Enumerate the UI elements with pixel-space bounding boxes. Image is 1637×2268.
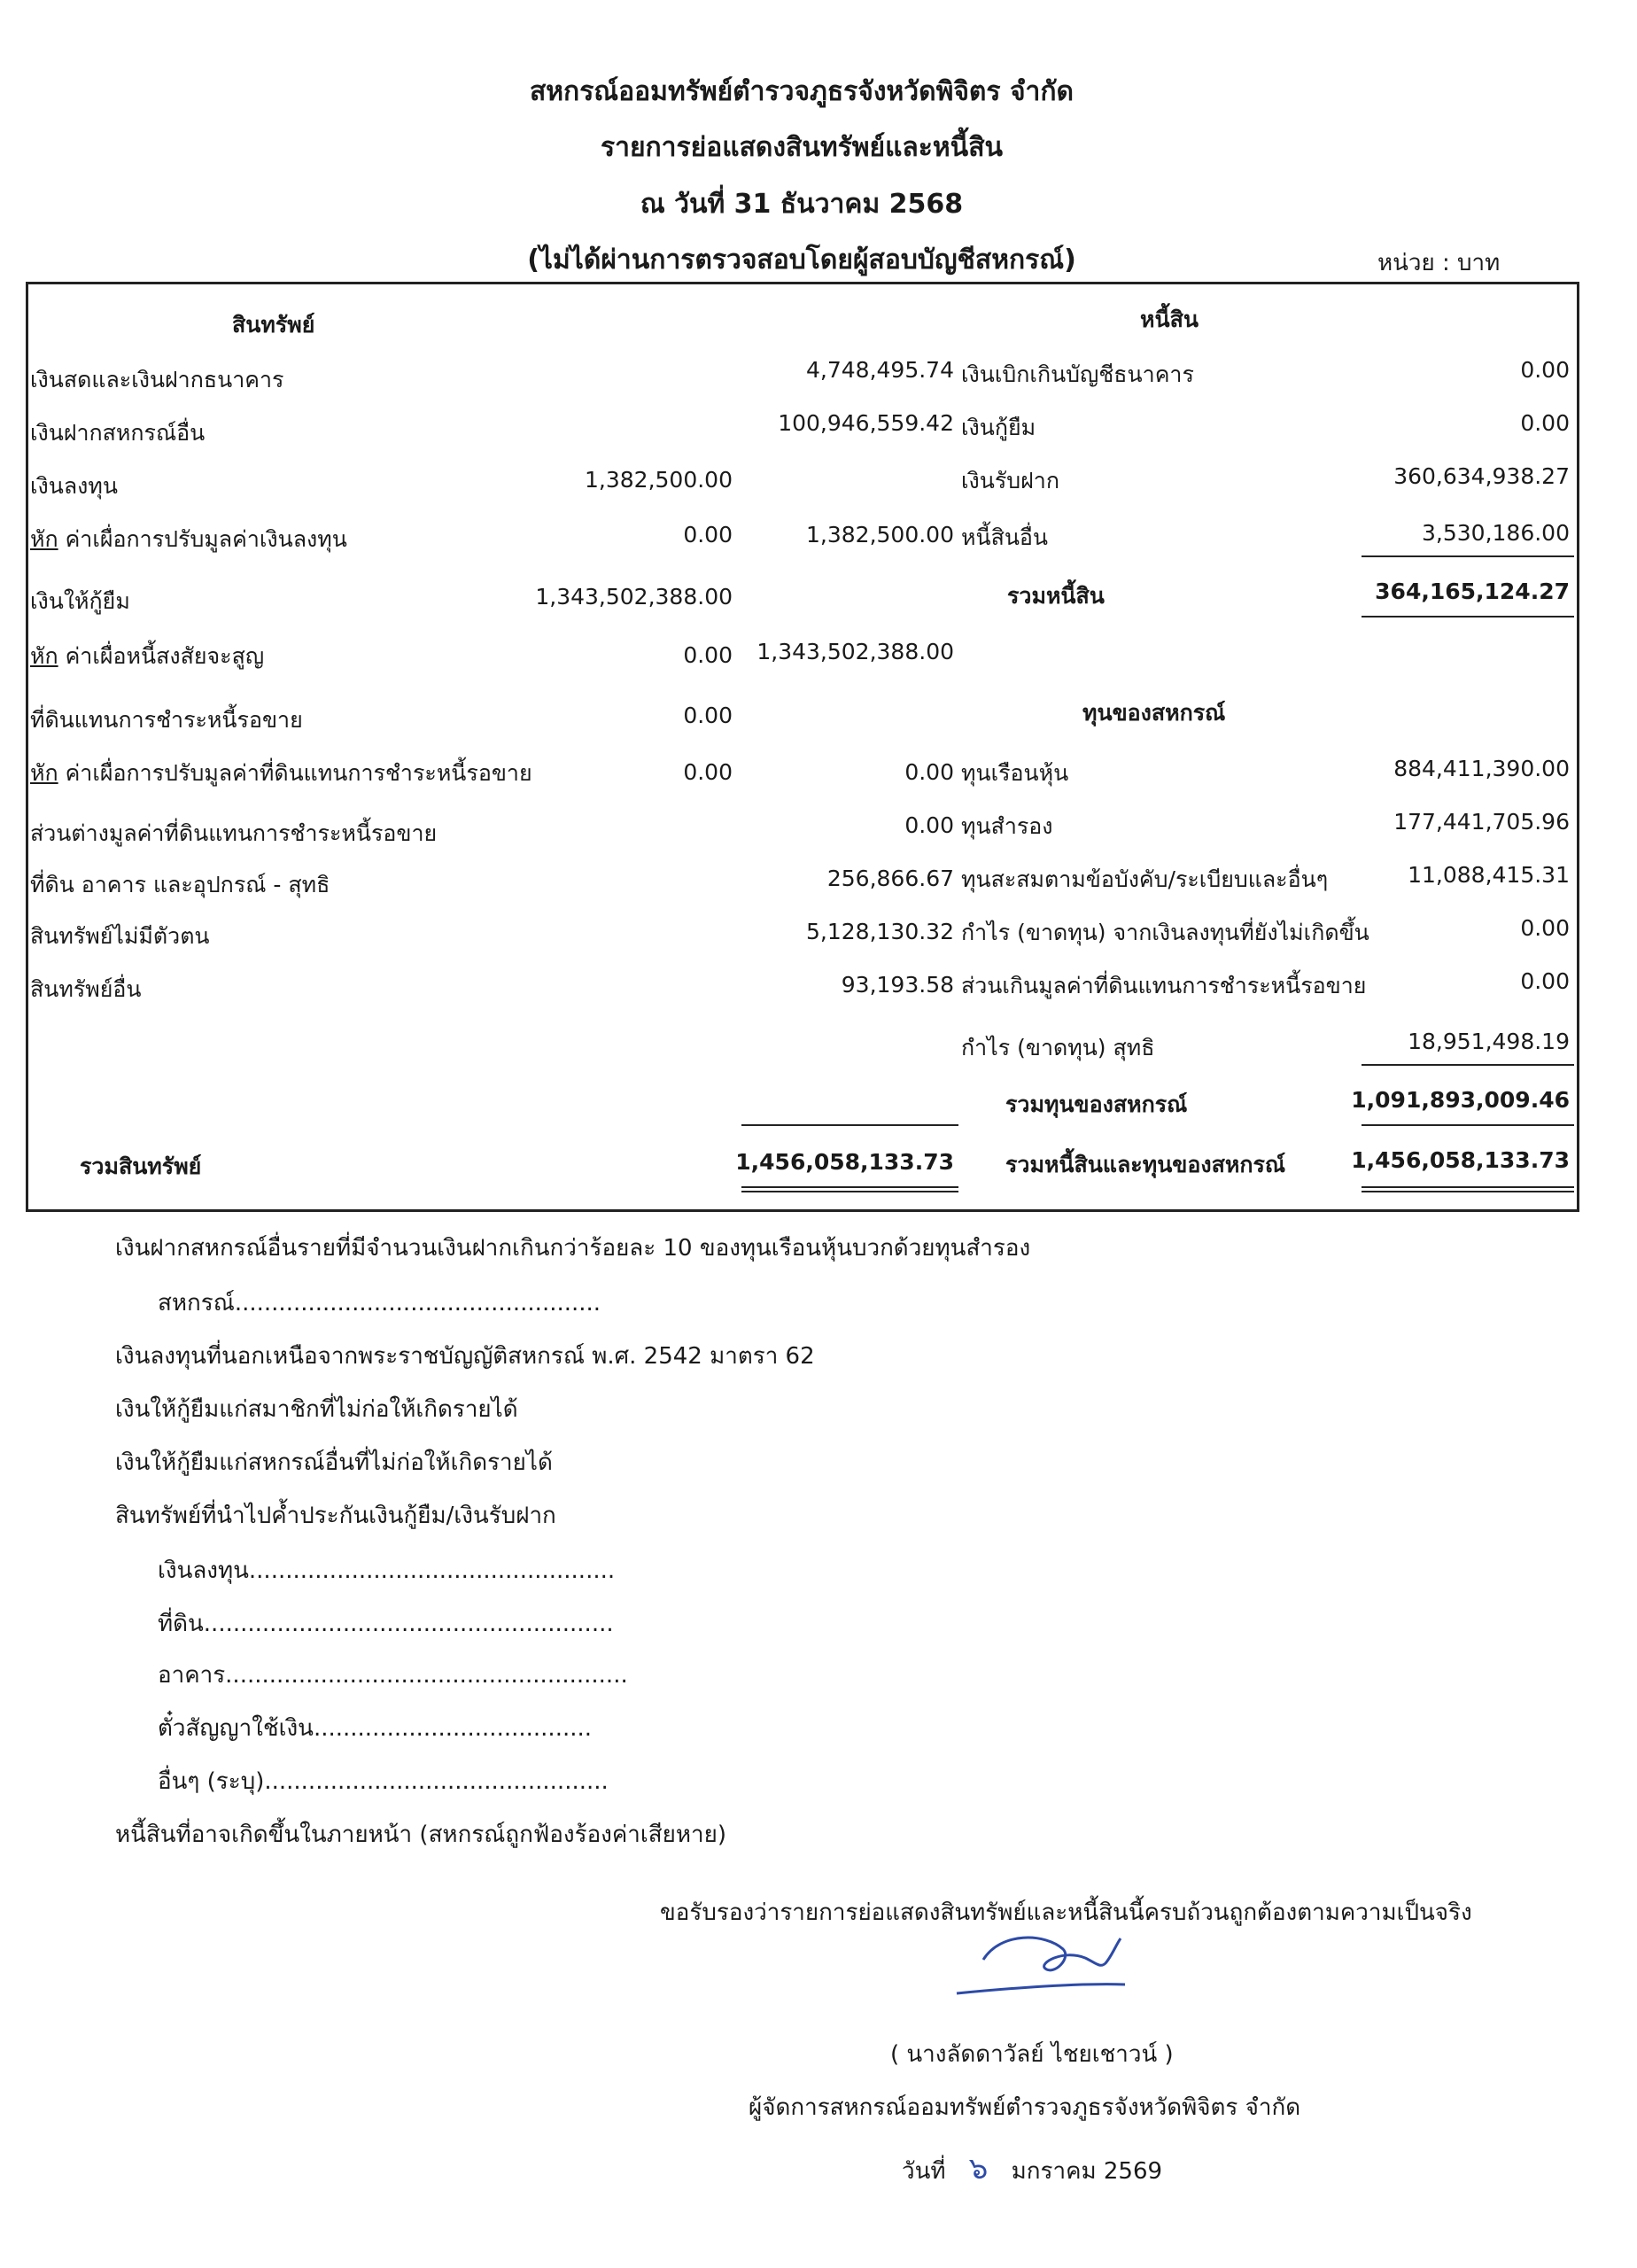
- less-prefix: หัก: [30, 643, 58, 669]
- total-rule: [1362, 555, 1574, 557]
- liability-label: หนี้สินอื่น: [961, 524, 1049, 550]
- liability-amount: 0.00: [1520, 357, 1570, 383]
- less-prefix: หัก: [30, 760, 58, 786]
- note-line: หนี้สินที่อาจเกิดขึ้นในภายหน้า (สหกรณ์ถูกฟ้องร้องค่าเสียหาย): [115, 1821, 726, 1848]
- asset-total: 0.00: [904, 812, 954, 838]
- total-rule: [1362, 1124, 1574, 1126]
- asset-label: เงินสดและเงินฝากธนาคาร: [30, 367, 284, 392]
- asset-total: 5,128,130.32: [806, 919, 954, 944]
- total-equity-value: 1,091,893,009.46: [1351, 1087, 1570, 1113]
- asset-label: สินทรัพย์อื่น: [30, 976, 142, 1002]
- asset-total: 1,382,500.00: [806, 522, 954, 548]
- asset-label: หัก ค่าเผื่อการปรับมูลค่าที่ดินแทนการชำระหนี้รอขาย: [30, 760, 532, 786]
- total-rule: [741, 1124, 958, 1126]
- note-line: เงินลงทุน..................................................: [158, 1557, 616, 1584]
- note-line: เงินให้กู้ยืมแก่สมาชิกที่ไม่ก่อให้เกิดรายได้: [115, 1396, 518, 1423]
- report-date: ณ วันที่ 31 ธันวาคม 2568: [640, 189, 964, 220]
- note-line: เงินฝากสหกรณ์อื่นรายที่มีจำนวนเงินฝากเกินกว่าร้อยละ 10 ของทุนเรือนหุ้นบวกด้วยทุนสำรอง: [115, 1235, 1031, 1262]
- asset-label: หัก ค่าเผื่อหนี้สงสัยจะสูญ: [30, 643, 265, 669]
- liability-label: เงินกู้ยืม: [961, 415, 1036, 440]
- note-line: อื่นๆ (ระบุ)...............................................: [158, 1768, 609, 1795]
- asset-label: เงินให้กู้ยืม: [30, 588, 130, 614]
- signature-image: [939, 1914, 1143, 2011]
- total-assets-value: 1,456,058,133.73: [735, 1149, 954, 1175]
- equity-amount: 11,088,415.31: [1408, 862, 1570, 888]
- org-name: สหกรณ์ออมทรัพย์ตำรวจภูธรจังหวัดพิจิตร จำกัด: [529, 76, 1075, 107]
- signature-date: วันที่ ๖ มกราคม 2569: [902, 2151, 1163, 2186]
- liability-amount: 360,634,938.27: [1393, 463, 1570, 489]
- equity-amount: 0.00: [1520, 915, 1570, 941]
- total-equity-label: รวมทุนของสหกรณ์: [1005, 1091, 1188, 1117]
- equity-label: กำไร (ขาดทุน) จากเงินลงทุนที่ยังไม่เกิดขึ้น: [961, 920, 1369, 945]
- note-line: เงินลงทุนที่นอกเหนือจากพระราชบัญญัติสหกรณ์ พ.ศ. 2542 มาตรา 62: [115, 1343, 815, 1370]
- asset-label: ที่ดิน อาคาร และอุปกรณ์ - สุทธิ: [30, 872, 330, 897]
- note-line: สินทรัพย์ที่นำไปค้ำประกันเงินกู้ยืม/เงินรับฝาก: [115, 1503, 556, 1529]
- asset-amount: 1,382,500.00: [585, 467, 733, 493]
- signer-name: ( นางลัดดาวัลย์ ไชยเชาวน์ ): [890, 2041, 1174, 2068]
- total-liabilities-value: 364,165,124.27: [1375, 579, 1570, 604]
- asset-amount: 1,343,502,388.00: [535, 584, 733, 610]
- audit-note: (ไม่ได้ผ่านการตรวจสอบโดยผู้สอบบัญชีสหกรณ์): [527, 245, 1076, 276]
- note-line: อาคาร.......................................................: [158, 1662, 628, 1689]
- note-line: ที่ดิน........................................................: [158, 1611, 614, 1637]
- equity-label: กำไร (ขาดทุน) สุทธิ: [961, 1035, 1155, 1060]
- total-liabilities-label: รวมหนี้สิน: [1007, 583, 1105, 609]
- note-line: ตั๋วสัญญาใช้เงิน......................................: [158, 1715, 593, 1742]
- liability-label: เงินเบิกเกินบัญชีธนาคาร: [961, 361, 1194, 387]
- asset-amount: 0.00: [683, 522, 733, 548]
- asset-amount: 0.00: [683, 703, 733, 728]
- less-prefix: หัก: [30, 526, 58, 552]
- liability-amount: 3,530,186.00: [1422, 520, 1570, 546]
- equity-amount: 884,411,390.00: [1393, 756, 1570, 781]
- equity-label: ทุนสำรอง: [961, 813, 1053, 839]
- total-liab-equity-value: 1,456,058,133.73: [1351, 1147, 1570, 1173]
- asset-label: สินทรัพย์ไม่มีตัวตน: [30, 923, 210, 949]
- statement-table: [26, 282, 1579, 1212]
- liabilities-heading: หนี้สิน: [1140, 307, 1199, 332]
- certification-statement: ขอรับรองว่ารายการย่อแสดงสินทรัพย์และหนี้สินนี้ครบถ้วนถูกต้องตามความเป็นจริง: [660, 1899, 1472, 1926]
- asset-amount: 0.00: [683, 759, 733, 785]
- asset-label: เงินลงทุน: [30, 473, 118, 499]
- note-line: เงินให้กู้ยืมแก่สหกรณ์อื่นที่ไม่ก่อให้เกิดรายได้: [115, 1449, 553, 1476]
- equity-amount: 18,951,498.19: [1408, 1029, 1570, 1054]
- note-line: สหกรณ์..................................................: [158, 1290, 601, 1317]
- assets-heading: สินทรัพย์: [232, 312, 315, 338]
- equity-amount: 0.00: [1520, 968, 1570, 994]
- asset-label: ส่วนต่างมูลค่าที่ดินแทนการชำระหนี้รอขาย: [30, 820, 438, 846]
- total-rule: [1362, 1064, 1574, 1066]
- equity-heading: ทุนของสหกรณ์: [1082, 700, 1226, 726]
- asset-label: เงินฝากสหกรณ์อื่น: [30, 420, 206, 446]
- total-rule: [1362, 616, 1574, 617]
- liability-amount: 0.00: [1520, 410, 1570, 436]
- handwritten-day: ๖: [968, 2151, 989, 2186]
- asset-total: 93,193.58: [841, 972, 954, 998]
- equity-amount: 177,441,705.96: [1393, 809, 1570, 835]
- asset-label: หัก ค่าเผื่อการปรับมูลค่าเงินลงทุน: [30, 526, 347, 552]
- asset-total: 100,946,559.42: [778, 410, 954, 436]
- unit-label: หน่วย : บาท: [1377, 250, 1501, 276]
- asset-total: 256,866.67: [826, 866, 954, 891]
- asset-label: ที่ดินแทนการชำระหนี้รอขาย: [30, 707, 303, 733]
- equity-label: ส่วนเกินมูลค่าที่ดินแทนการชำระหนี้รอขาย: [961, 973, 1367, 998]
- double-rule: [1362, 1186, 1574, 1192]
- asset-total: 4,748,495.74: [806, 357, 954, 383]
- report-title: รายการย่อแสดงสินทรัพย์และหนี้สิน: [600, 132, 1004, 163]
- asset-total: 0.00: [904, 759, 954, 785]
- double-rule: [741, 1186, 958, 1192]
- total-assets-label: รวมสินทรัพย์: [80, 1153, 202, 1179]
- liability-label: เงินรับฝาก: [961, 468, 1059, 493]
- total-liab-equity-label: รวมหนี้สินและทุนของสหกรณ์: [1005, 1152, 1286, 1177]
- asset-amount: 0.00: [683, 642, 733, 668]
- signer-position: ผู้จัดการสหกรณ์ออมทรัพย์ตำรวจภูธรจังหวัดพิจิตร จำกัด: [749, 2094, 1301, 2121]
- asset-total: 1,343,502,388.00: [756, 639, 954, 664]
- equity-label: ทุนสะสมตามข้อบังคับ/ระเบียบและอื่นๆ: [961, 866, 1329, 892]
- equity-label: ทุนเรือนหุ้น: [961, 760, 1069, 786]
